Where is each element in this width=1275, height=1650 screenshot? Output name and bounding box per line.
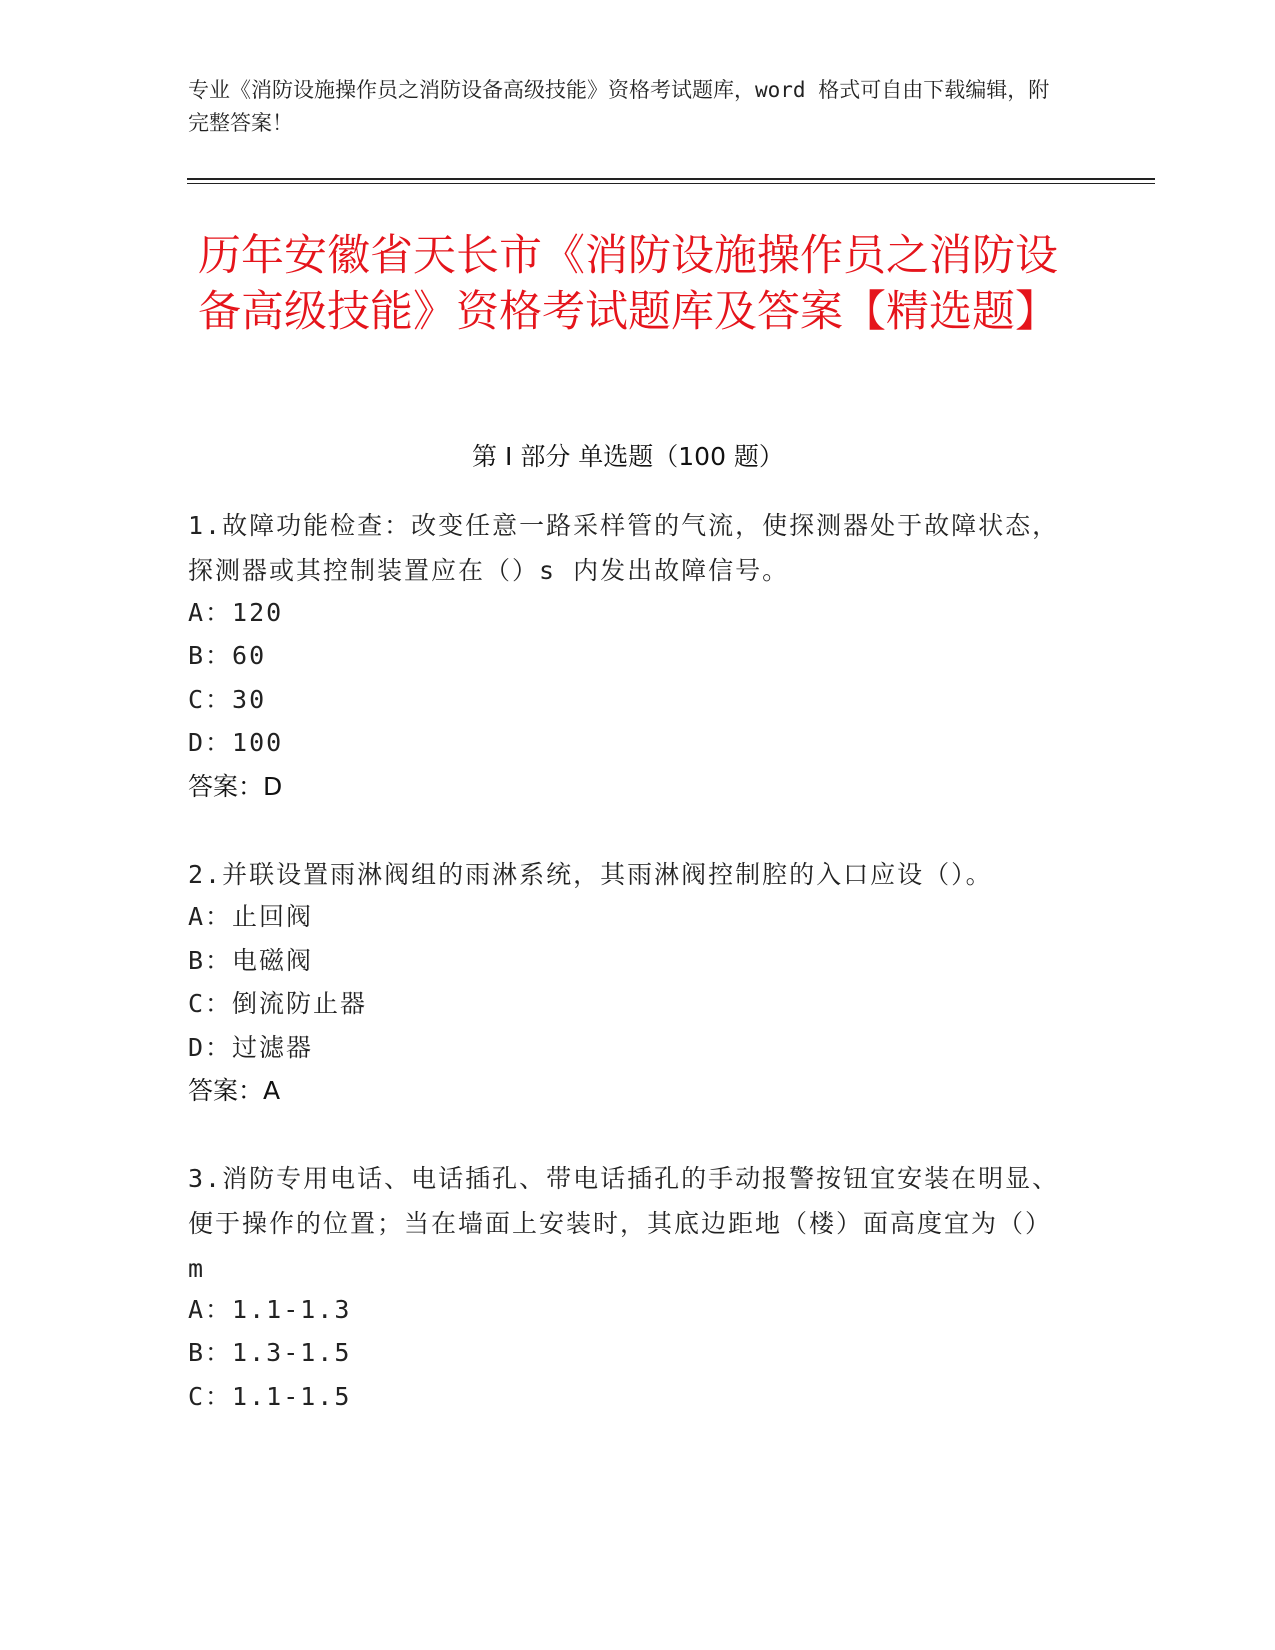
header-note: 专业《消防设施操作员之消防设备高级技能》资格考试题库，word 格式可自由下载编辑，附完整答案！ (188, 78, 1050, 135)
section-title: 第 I 部分 单选题（100 题） (472, 442, 784, 471)
question-3-option-a: A：1.1-1.3 (188, 1295, 352, 1324)
header-divider (187, 178, 1155, 180)
question-1-option-c: C：30 (188, 685, 267, 714)
question-3-option-c: C：1.1-1.5 (188, 1382, 352, 1411)
question-2-text: 2.并联设置雨淋阀组的雨淋系统，其雨淋阀控制腔的入口应设（）。 (188, 860, 993, 889)
question-1-option-a: A：120 (188, 598, 284, 627)
question-1-option-b: B：60 (188, 641, 267, 670)
question-3-text: 3.消防专用电话、电话插孔、带电话插孔的手动报警按钮宜安装在明显、便于操作的位置；当在墙面上安装时，其底边距地（楼）面高度宜为（）m (188, 1164, 1060, 1283)
question-1-option-d: D：100 (188, 728, 284, 757)
question-2-option-c: C：倒流防止器 (188, 989, 368, 1018)
question-2-option-d: D：过滤器 (188, 1033, 314, 1062)
question-1-text: 1.故障功能检查：改变任意一路采样管的气流，使探测器处于故障状态，探测器或其控制装置应在（）s 内发出故障信号。 (188, 511, 1060, 585)
question-3-option-b: B：1.3-1.5 (188, 1338, 352, 1367)
question-1-answer: 答案：D (188, 772, 283, 801)
question-2-answer: 答案：A (188, 1076, 281, 1105)
document-title: 历年安徽省天长市《消防设施操作员之消防设备高级技能》资格考试题库及答案【精选题】 (198, 231, 1058, 337)
question-2-option-a: A：止回阀 (188, 902, 314, 931)
question-2-option-b: B：电磁阀 (188, 946, 314, 975)
header-divider-thin (187, 183, 1155, 184)
